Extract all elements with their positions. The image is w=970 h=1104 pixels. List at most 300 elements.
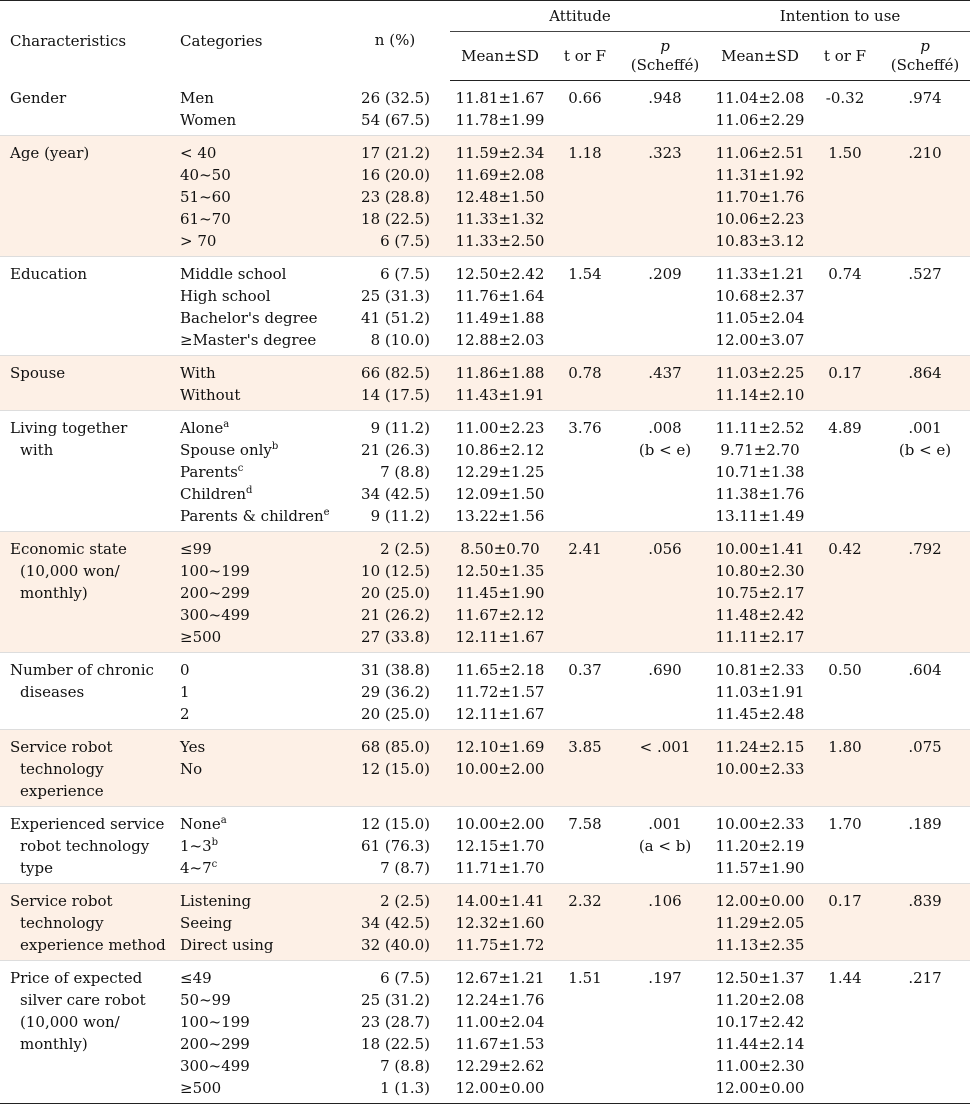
- cell-line: 0.17: [828, 892, 862, 910]
- cell-line: .056: [648, 540, 682, 558]
- table-row: [0, 136, 970, 257]
- attitude-t-cell: [550, 81, 620, 136]
- superscript-label: a: [223, 419, 230, 430]
- characteristic-cell: [0, 411, 170, 532]
- cell-line: 10.06±2.23: [715, 210, 805, 228]
- table-row: [0, 653, 970, 730]
- cell-line: 12 (15.0): [361, 815, 430, 833]
- cell-line: .323: [648, 144, 682, 162]
- cell-line: 12.29±2.62: [455, 1057, 545, 1075]
- cell-line: 8 (10.0): [370, 331, 430, 349]
- cell-line: 11.11±2.52: [715, 419, 805, 437]
- intention-mean-sd-cell: [710, 257, 810, 356]
- cell-line: 11.20±2.19: [715, 837, 805, 855]
- cell-line: 0.42: [828, 540, 862, 558]
- attitude-t-cell: [550, 257, 620, 356]
- characteristic-cell: [0, 356, 170, 411]
- cell-line: (10,000 won/: [20, 1013, 120, 1031]
- cell-line: with: [20, 441, 54, 459]
- cell-line: 14 (17.5): [361, 386, 430, 404]
- attitude-mean-sd-cell: [450, 884, 550, 961]
- cell-line: 6 (7.5): [380, 232, 430, 250]
- cell-line: 12.48±1.50: [455, 188, 545, 206]
- cell-line: 31 (38.8): [361, 661, 430, 679]
- intention-p-cell: [880, 807, 970, 884]
- cell-line: Price of expected: [10, 969, 143, 987]
- intention-t-cell: [810, 81, 880, 136]
- attitude-t-cell: [550, 411, 620, 532]
- header-intention-mean-sd: Mean±SD: [710, 32, 810, 81]
- n-percent-cell: [340, 961, 450, 1104]
- cell-line: 10.86±2.12: [455, 441, 545, 459]
- attitude-t-cell: [550, 532, 620, 653]
- cell-line: .690: [648, 661, 682, 679]
- attitude-p-cell: [620, 653, 710, 730]
- cell-line: 2.32: [568, 892, 602, 910]
- cell-line: 11.48±2.42: [715, 606, 805, 624]
- cell-line: Living together: [10, 419, 128, 437]
- cell-line: 10 (12.5): [361, 562, 430, 580]
- cell-line: 11.33±1.21: [715, 265, 805, 283]
- category-cell: [170, 356, 340, 411]
- cell-line: 32 (40.0): [361, 936, 430, 954]
- cell-line: 21 (26.3): [361, 441, 430, 459]
- cell-line: 27 (33.8): [361, 628, 430, 646]
- cell-line: 1.80: [828, 738, 862, 756]
- cell-line: .217: [908, 969, 942, 987]
- cell-line: 9.71±2.70: [720, 441, 800, 459]
- cell-line: 0.66: [568, 89, 602, 107]
- attitude-t-cell: [550, 136, 620, 257]
- cell-line: Service robot: [10, 892, 113, 910]
- cell-line: 20 (25.0): [361, 705, 430, 723]
- intention-p-cell: [880, 961, 970, 1104]
- attitude-mean-sd-cell: [450, 356, 550, 411]
- cell-line: 12.11±1.67: [455, 628, 545, 646]
- cell-line: .839: [908, 892, 942, 910]
- cell-line: 6 (7.5): [380, 969, 430, 987]
- cell-line: 11.76±1.64: [455, 287, 545, 305]
- cell-line: 10.00±2.33: [715, 815, 805, 833]
- cell-line: 12.11±1.67: [455, 705, 545, 723]
- cell-line: 1.18: [568, 144, 602, 162]
- n-percent-cell: [340, 411, 450, 532]
- category-cell: [170, 81, 340, 136]
- category-item: Spouse only$^b$: [180, 441, 279, 459]
- cell-line: (b < e): [638, 441, 692, 459]
- attitude-mean-sd-cell: [450, 81, 550, 136]
- cell-line: 12.88±2.03: [455, 331, 545, 349]
- characteristic-cell: [0, 532, 170, 653]
- cell-line: 11.43±1.91: [455, 386, 545, 404]
- cell-line: 0.78: [568, 364, 602, 382]
- intention-t-cell: [810, 532, 880, 653]
- cell-line: 11.78±1.99: [455, 111, 545, 129]
- intention-p-cell: [880, 532, 970, 653]
- category-item: Middle school: [180, 265, 287, 283]
- category-item: 4~7$^c$: [180, 859, 218, 877]
- cell-line: .008: [648, 419, 682, 437]
- category-item: Alone$^a$: [180, 419, 230, 437]
- cell-line: 12.32±1.60: [455, 914, 545, 932]
- category-item: ≤49: [180, 969, 212, 987]
- cell-line: 10.17±2.42: [715, 1013, 805, 1031]
- n-percent-cell: [340, 136, 450, 257]
- cell-line: monthly): [20, 584, 88, 602]
- intention-p-cell: [880, 356, 970, 411]
- cell-line: 10.68±2.37: [715, 287, 805, 305]
- cell-line: 11.00±2.23: [455, 419, 545, 437]
- cell-line: 11.71±1.70: [455, 859, 545, 877]
- attitude-p-cell: [620, 807, 710, 884]
- cell-line: 34 (42.5): [361, 914, 430, 932]
- table-row: [0, 81, 970, 136]
- cell-line: 11.67±1.53: [455, 1035, 545, 1053]
- header-intention-to-use: Intention to use: [710, 1, 970, 32]
- attitude-p-cell: [620, 411, 710, 532]
- cell-line: 26 (32.5): [361, 88, 430, 107]
- category-item: 50~99: [180, 991, 231, 1009]
- characteristic-cell: [0, 807, 170, 884]
- cell-line: (b < e): [898, 441, 952, 459]
- cell-line: 14.00±1.41: [455, 892, 545, 910]
- header-attitude: Attitude: [450, 1, 710, 32]
- cell-line: 1.70: [828, 815, 862, 833]
- cell-line: 12.50±2.42: [455, 265, 545, 283]
- cell-line: 1.44: [828, 969, 862, 987]
- superscript-label: d: [246, 485, 253, 496]
- attitude-t-cell: [550, 884, 620, 961]
- category-item: Children$^d$: [180, 485, 253, 503]
- cell-line: 25 (31.3): [361, 287, 430, 305]
- category-item: 61~70: [180, 210, 231, 228]
- category-cell: [170, 961, 340, 1104]
- cell-line: 68 (85.0): [361, 738, 430, 756]
- n-percent-cell: [340, 884, 450, 961]
- category-item: Without: [180, 386, 241, 404]
- cell-line: 12.50±1.37: [715, 969, 805, 987]
- category-item: 40~50: [180, 166, 231, 184]
- cell-line: 2 (2.5): [380, 892, 430, 910]
- cell-line: 11.72±1.57: [455, 683, 545, 701]
- superscript-label: c: [237, 463, 244, 474]
- characteristic-cell: [0, 884, 170, 961]
- category-item: < 40: [180, 144, 217, 162]
- cell-line: .974: [908, 89, 942, 107]
- header-intention-t-or-f: t or F: [810, 32, 880, 81]
- cell-line: 1.54: [568, 265, 602, 283]
- intention-t-cell: [810, 136, 880, 257]
- cell-line: silver care robot: [20, 991, 146, 1009]
- cell-line: .189: [908, 815, 942, 833]
- cell-line: 66 (82.5): [361, 364, 430, 382]
- category-item: 51~60: [180, 188, 231, 206]
- attitude-mean-sd-cell: [450, 730, 550, 807]
- cell-line: .075: [908, 738, 942, 756]
- cell-line: 11.06±2.51: [715, 144, 805, 162]
- cell-line: 3.85: [568, 738, 602, 756]
- intention-mean-sd-cell: [710, 807, 810, 884]
- header-intention-p: p (Scheffé): [880, 32, 970, 81]
- attitude-mean-sd-cell: [450, 532, 550, 653]
- n-percent-cell: [340, 532, 450, 653]
- header-categories: Categories: [170, 1, 340, 81]
- cell-line: .209: [648, 265, 682, 283]
- attitude-mean-sd-cell: [450, 411, 550, 532]
- cell-line: 11.24±2.15: [715, 738, 805, 756]
- table-row: [0, 730, 970, 807]
- cell-line: technology: [20, 914, 104, 932]
- attitude-p-cell: [620, 81, 710, 136]
- intention-t-cell: [810, 257, 880, 356]
- cell-line: experience: [20, 782, 104, 800]
- category-item: 100~199: [180, 562, 250, 580]
- cell-line: 10.00±2.00: [455, 815, 545, 833]
- cell-line: .527: [908, 265, 942, 283]
- attitude-p-cell: [620, 961, 710, 1104]
- cell-line: 7 (8.8): [380, 463, 430, 481]
- cell-line: 0.17: [828, 364, 862, 382]
- intention-p-cell: [880, 81, 970, 136]
- cell-line: 10.00±2.00: [455, 760, 545, 778]
- cell-line: Gender: [10, 88, 67, 107]
- header-attitude-mean-sd: Mean±SD: [450, 32, 550, 81]
- cell-line: 2 (2.5): [380, 540, 430, 558]
- cell-line: 1.51: [568, 969, 602, 987]
- cell-line: 54 (67.5): [361, 110, 430, 129]
- intention-t-cell: [810, 884, 880, 961]
- cell-line: 61 (76.3): [361, 837, 430, 855]
- cell-line: diseases: [20, 683, 85, 701]
- intention-mean-sd-cell: [710, 136, 810, 257]
- cell-line: .604: [908, 661, 942, 679]
- cell-line: 11.65±2.18: [455, 661, 545, 679]
- cell-line: .001: [908, 419, 942, 437]
- cell-line: 10.71±1.38: [715, 463, 805, 481]
- cell-line: -0.32: [825, 89, 865, 107]
- category-item: Women: [180, 110, 237, 129]
- cell-line: 20 (25.0): [361, 584, 430, 602]
- category-cell: [170, 257, 340, 356]
- category-cell: [170, 807, 340, 884]
- cell-line: 11.49±1.88: [455, 309, 545, 327]
- superscript-label: b: [211, 837, 219, 848]
- cell-line: 11.45±2.48: [715, 705, 805, 723]
- cell-line: 12.00±0.00: [715, 892, 805, 910]
- cell-line: 7 (8.8): [380, 1057, 430, 1075]
- cell-line: 3.76: [568, 419, 602, 437]
- attitude-mean-sd-cell: [450, 257, 550, 356]
- cell-line: 11.05±2.04: [715, 309, 805, 327]
- characteristic-cell: [0, 136, 170, 257]
- cell-line: 11.13±2.35: [715, 936, 805, 954]
- cell-line: .864: [908, 364, 942, 382]
- cell-line: 13.22±1.56: [455, 507, 545, 525]
- category-item: None$^a$: [180, 815, 227, 833]
- cell-line: (a < b): [638, 837, 692, 855]
- category-item: Direct using: [180, 936, 274, 954]
- intention-mean-sd-cell: [710, 356, 810, 411]
- cell-line: Service robot: [10, 738, 113, 756]
- cell-line: (10,000 won/: [20, 562, 120, 580]
- cell-line: 12.15±1.70: [455, 837, 545, 855]
- cell-line: 11.69±2.08: [455, 166, 545, 184]
- cell-line: 11.33±1.32: [455, 210, 545, 228]
- cell-line: 10.00±2.33: [715, 760, 805, 778]
- intention-t-cell: [810, 653, 880, 730]
- category-item: 300~499: [180, 606, 250, 624]
- cell-line: 12 (15.0): [361, 760, 430, 778]
- attitude-t-cell: [550, 961, 620, 1104]
- attitude-p-cell: [620, 136, 710, 257]
- cell-line: 11.03±2.25: [715, 364, 805, 382]
- category-cell: [170, 653, 340, 730]
- cell-line: 10.80±2.30: [715, 562, 805, 580]
- cell-line: monthly): [20, 1035, 88, 1053]
- cell-line: 11.86±1.88: [455, 364, 545, 382]
- category-item: Yes: [180, 738, 206, 756]
- cell-line: 11.75±1.72: [455, 936, 545, 954]
- category-item: Bachelor's degree: [180, 309, 318, 327]
- attitude-t-cell: [550, 730, 620, 807]
- intention-mean-sd-cell: [710, 884, 810, 961]
- cell-line: 11.03±1.91: [715, 683, 805, 701]
- cell-line: robot technology: [20, 837, 150, 855]
- table-row: [0, 807, 970, 884]
- cell-line: 11.81±1.67: [455, 89, 545, 107]
- cell-line: 7 (8.7): [380, 859, 430, 877]
- category-item: ≥500: [180, 1079, 222, 1097]
- attitude-mean-sd-cell: [450, 136, 550, 257]
- cell-line: 41 (51.2): [361, 309, 430, 327]
- category-item: Parents & children$^e$: [180, 507, 330, 525]
- cell-line: 1.50: [828, 144, 862, 162]
- header-characteristics: Characteristics: [0, 1, 170, 81]
- cell-line: 12.67±1.21: [455, 969, 545, 987]
- cell-line: 6 (7.5): [380, 265, 430, 283]
- cell-line: .106: [648, 892, 682, 910]
- intention-p-cell: [880, 653, 970, 730]
- category-item: 1: [180, 683, 190, 701]
- characteristic-cell: [0, 81, 170, 136]
- category-cell: [170, 884, 340, 961]
- category-item: 100~199: [180, 1013, 250, 1031]
- cell-line: 11.14±2.10: [715, 386, 805, 404]
- cell-line: Age (year): [10, 144, 90, 162]
- cell-line: 12.24±1.76: [455, 991, 545, 1009]
- cell-line: 7.58: [568, 815, 602, 833]
- characteristic-cell: [0, 653, 170, 730]
- cell-line: 0.37: [568, 661, 602, 679]
- intention-p-cell: [880, 411, 970, 532]
- cell-line: 12.00±3.07: [715, 331, 805, 349]
- cell-line: 17 (21.2): [361, 144, 430, 162]
- cell-line: 11.67±2.12: [455, 606, 545, 624]
- cell-line: 23 (28.8): [361, 188, 430, 206]
- cell-line: 11.06±2.29: [715, 111, 805, 129]
- attitude-p-cell: [620, 884, 710, 961]
- cell-line: 11.29±2.05: [715, 914, 805, 932]
- cell-line: 9 (11.2): [370, 419, 430, 437]
- table-row: [0, 356, 970, 411]
- cell-line: Spouse: [10, 364, 66, 382]
- cell-line: 21 (26.2): [361, 606, 430, 624]
- category-item: High school: [180, 287, 271, 305]
- category-item: With: [180, 364, 216, 382]
- cell-line: 0.50: [828, 661, 862, 679]
- cell-line: 11.31±1.92: [715, 166, 805, 184]
- intention-mean-sd-cell: [710, 411, 810, 532]
- cell-line: .792: [908, 540, 942, 558]
- cell-line: 10.83±3.12: [715, 232, 805, 250]
- category-item: 300~499: [180, 1057, 250, 1075]
- category-item: Men: [180, 88, 214, 107]
- intention-mean-sd-cell: [710, 81, 810, 136]
- superscript-label: e: [323, 507, 330, 518]
- characteristic-cell: [0, 257, 170, 356]
- cell-line: 11.70±1.76: [715, 188, 805, 206]
- intention-p-cell: [880, 884, 970, 961]
- cell-line: .197: [648, 969, 682, 987]
- superscript-label: a: [220, 815, 227, 826]
- cell-line: 4.89: [828, 419, 862, 437]
- n-percent-cell: [340, 653, 450, 730]
- cell-line: 13.11±1.49: [715, 507, 805, 525]
- intention-p-cell: [880, 257, 970, 356]
- superscript-label: c: [211, 859, 218, 870]
- table-row: [0, 411, 970, 532]
- n-percent-cell: [340, 257, 450, 356]
- category-item: ≤99: [180, 540, 212, 558]
- cell-line: 11.00±2.04: [455, 1013, 545, 1031]
- cell-line: 12.00±0.00: [715, 1079, 805, 1097]
- cell-line: 8.50±0.70: [460, 540, 540, 558]
- table-body: [0, 81, 970, 1104]
- category-item: 0: [180, 661, 190, 679]
- header-attitude-t-or-f: t or F: [550, 32, 620, 81]
- n-percent-cell: [340, 730, 450, 807]
- intention-t-cell: [810, 961, 880, 1104]
- cell-line: 12.10±1.69: [455, 738, 545, 756]
- attitude-t-cell: [550, 653, 620, 730]
- intention-mean-sd-cell: [710, 961, 810, 1104]
- intention-t-cell: [810, 730, 880, 807]
- cell-line: 9 (11.2): [370, 507, 430, 525]
- cell-line: 11.20±2.08: [715, 991, 805, 1009]
- characteristic-cell: [0, 730, 170, 807]
- category-item: > 70: [180, 232, 217, 250]
- cell-line: 25 (31.2): [361, 991, 430, 1009]
- cell-line: < .001: [639, 738, 691, 756]
- n-percent-cell: [340, 807, 450, 884]
- category-item: 1~3$^b$: [180, 837, 219, 855]
- table-row: [0, 532, 970, 653]
- cell-line: 2.41: [568, 540, 602, 558]
- header-n-percent: n (%): [340, 1, 450, 81]
- category-item: 2: [180, 705, 190, 723]
- cell-line: Education: [10, 265, 88, 283]
- attitude-p-cell: [620, 730, 710, 807]
- intention-t-cell: [810, 411, 880, 532]
- header-attitude-p: p (Scheffé): [620, 32, 710, 81]
- cell-line: technology: [20, 760, 104, 778]
- intention-p-cell: [880, 136, 970, 257]
- category-item: ≥Master's degree: [180, 331, 317, 349]
- category-item: No: [180, 760, 203, 778]
- cell-line: 0.74: [828, 265, 862, 283]
- category-cell: [170, 730, 340, 807]
- category-cell: [170, 532, 340, 653]
